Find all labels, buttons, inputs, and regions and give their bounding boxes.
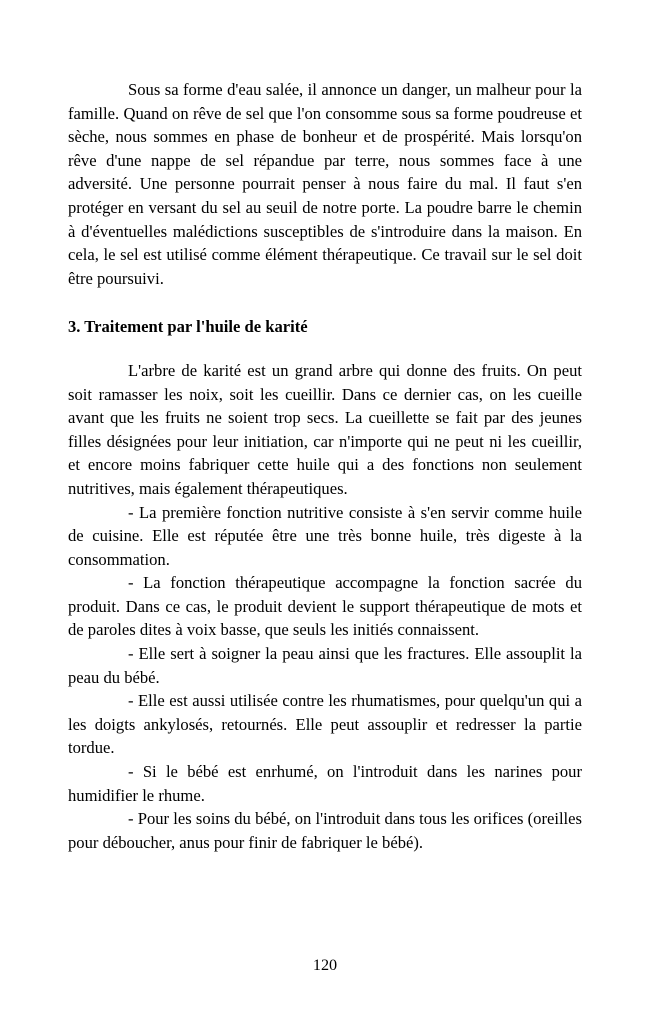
paragraph-salt-dreams: Sous sa forme d'eau salée, il annonce un danger, un malheur pour la famille. Quand on rêve de sel que l'on consomme sous sa forme poudreuse et sèche, nous sommes en phase de bonheur et de prospérité. Mais lorsqu'on rêve d'une nappe de sel répandue par terre, nous sommes face à une adversité. Une personne pourrait penser à nous faire du mal. Il faut s'en protéger en versant du sel au seuil de notre porte. La poudre barre le chemin à d'éventuelles malédictions susceptibles de s'introduire dans la maison. En cela, le sel est utilisé comme élément thérapeutique. Ce travail sur le sel doit être poursuivi. xyxy=(68,80,582,288)
dash-item-baby-care: - Pour les soins du bébé, on l'introduit dans tous les orifices (oreilles pour déboucher, anus pour finir de fabriquer le bébé). xyxy=(68,809,582,852)
dash-item-baby-cold: - Si le bébé est enrhumé, on l'introduit dans les narines pour humidifier le rhume. xyxy=(68,762,582,805)
dash-item-skin-fractures: - Elle sert à soigner la peau ainsi que les fractures. Elle assouplit la peau du bébé. xyxy=(68,644,582,687)
dash-item-nutritive: - La première fonction nutritive consiste à s'en servir comme huile de cuisine. Elle est réputée être une très bonne huile, très digeste à la consommation. xyxy=(68,502,582,569)
page-number: 120 xyxy=(312,956,338,974)
dash-item-therapeutic: - La fonction thérapeutique accompagne la fonction sacrée du produit. Dans ce cas, le produit devient le support thérapeutique de mots et de paroles dites à voix basse, que seuls les initiés connaissent. xyxy=(68,573,582,640)
dash-item-rheumatism: - Elle est aussi utilisée contre les rhumatismes, pour quelqu'un qui a les doigts ankylosés, retournés. Elle peut assouplir et redresser la partie tordue. xyxy=(68,691,582,758)
section-heading-shea-butter: 3. Traitement par l'huile de karité xyxy=(68,317,308,337)
paragraph-shea-tree: L'arbre de karité est un grand arbre qui donne des fruits. On peut soit ramasser les noix, soit les cueillir. Dans ce dernier cas, on les cueille avant que les fruits ne soient trop secs. La cueillette se fait par des jeunes filles désignées pour leur initiation, car n'importe qui ne peut ni les cueillir, et encore moins fabriquer cette huile qui a des fonctions non seulement nutritives, mais également thérapeutiques. xyxy=(68,360,582,498)
text-column xyxy=(68,78,582,854)
